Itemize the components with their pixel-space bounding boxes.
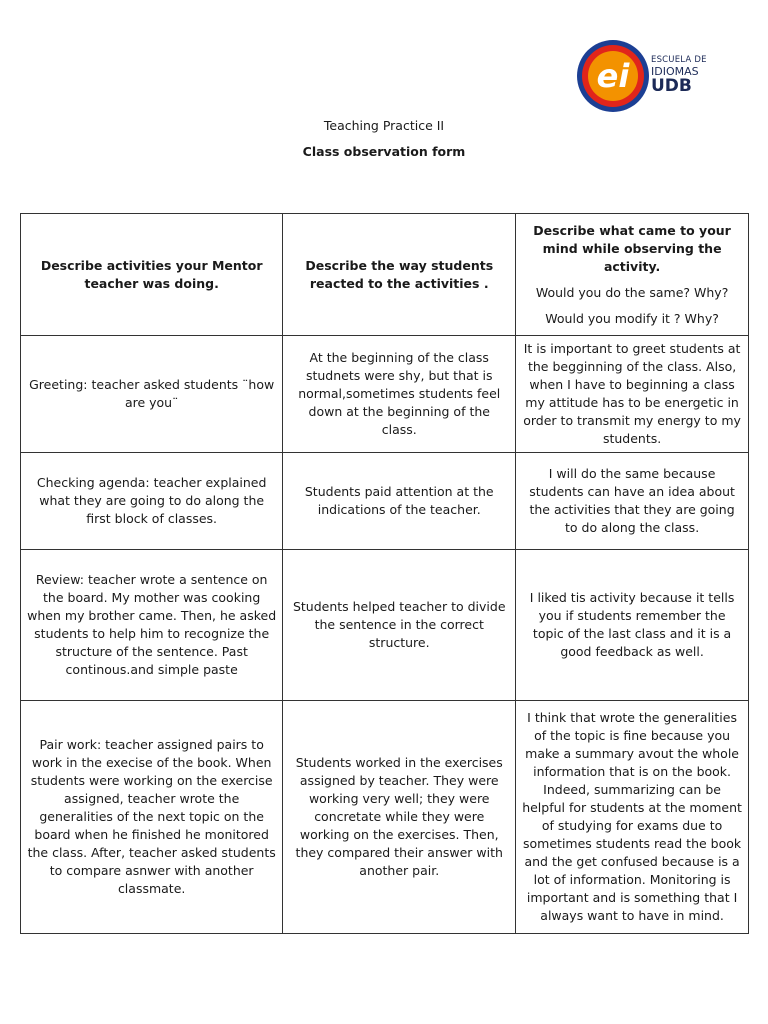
header-activities: Describe activities your Mentor teacher was doing. xyxy=(40,257,263,291)
observation-table xyxy=(20,213,749,934)
table-row xyxy=(21,550,749,701)
logo-mark: ei xyxy=(596,57,630,95)
document-title: Teaching Practice II xyxy=(323,118,445,133)
thoughts-cell: It is important to greet students at the begginning of the class. Also, when I have to beginning a class my attitude has to be energetic in order to transmit my energy to my students. xyxy=(516,336,749,453)
logo-text xyxy=(651,56,707,95)
header-question-same: Would you do the same? Why? xyxy=(535,284,729,300)
activity-cell: Checking agenda: teacher explained what they are going to do along the first block of classes. xyxy=(21,453,283,550)
thoughts-cell: I will do the same because students can have an idea about the activities that they are going to do along the class. xyxy=(516,453,749,550)
table-row xyxy=(21,453,749,550)
table-row xyxy=(21,701,749,934)
activity-cell: Pair work: teacher assigned pairs to work in the execise of the book. When students were working on the exercise assigned, teacher wrote the generalities of the next topic on the board when he finished he monitored the class. After, teacher asked students to compare asnwer with another classmate. xyxy=(21,701,283,934)
header-cell-thoughts xyxy=(516,214,749,336)
activity-cell: Review: teacher wrote a sentence on the board. My mother was cooking when my brother came. Then, he asked students to help him to recognize the structure of the sentence. Past continous.and simple paste xyxy=(21,550,283,701)
header-reactions: Describe the way students reacted to the activities . xyxy=(305,257,494,291)
reaction-cell: Students paid attention at the indications of the teacher. xyxy=(283,453,516,550)
table-row xyxy=(21,336,749,453)
thoughts-cell: I liked tis activity because it tells you if students remember the topic of the last class and it is a good feedback as well. xyxy=(516,550,749,701)
reaction-cell: Students helped teacher to divide the sentence in the correct structure. xyxy=(283,550,516,701)
header-cell-reactions xyxy=(283,214,516,336)
header-question-modify: Would you modify it ? Why? xyxy=(545,310,719,326)
document-subtitle: Class observation form xyxy=(302,144,466,159)
logo-line-3: UDB xyxy=(651,75,692,96)
reaction-cell: At the beginning of the class studnets were shy, but that is normal,sometimes students feel down at the beginning of the class. xyxy=(283,336,516,453)
table-header-row xyxy=(21,214,749,336)
logo-line-1: ESCUELA DE xyxy=(651,55,707,65)
reaction-cell: Students worked in the exercises assigned by teacher. They were working very well; they were concretate while they were working on the exercises. Then, they compared their answer with another pair. xyxy=(283,701,516,934)
header-cell-activities xyxy=(21,214,283,336)
logo-line-2: IDIOMAS xyxy=(651,64,699,78)
header-thoughts: Describe what came to your mind while observing the activity. xyxy=(533,222,731,274)
thoughts-cell: I think that wrote the generalities of the topic is fine because you make a summary avout the whole information that is on the book. Indeed, summarizing can be helpful for students at the moment of studying for exams due to sometimes students read the book and the get confused because is a lot of information. Monitoring is important and is something that I always want to have in mind. xyxy=(516,701,749,934)
activity-cell: Greeting: teacher asked students ¨how are you¨ xyxy=(21,336,283,453)
